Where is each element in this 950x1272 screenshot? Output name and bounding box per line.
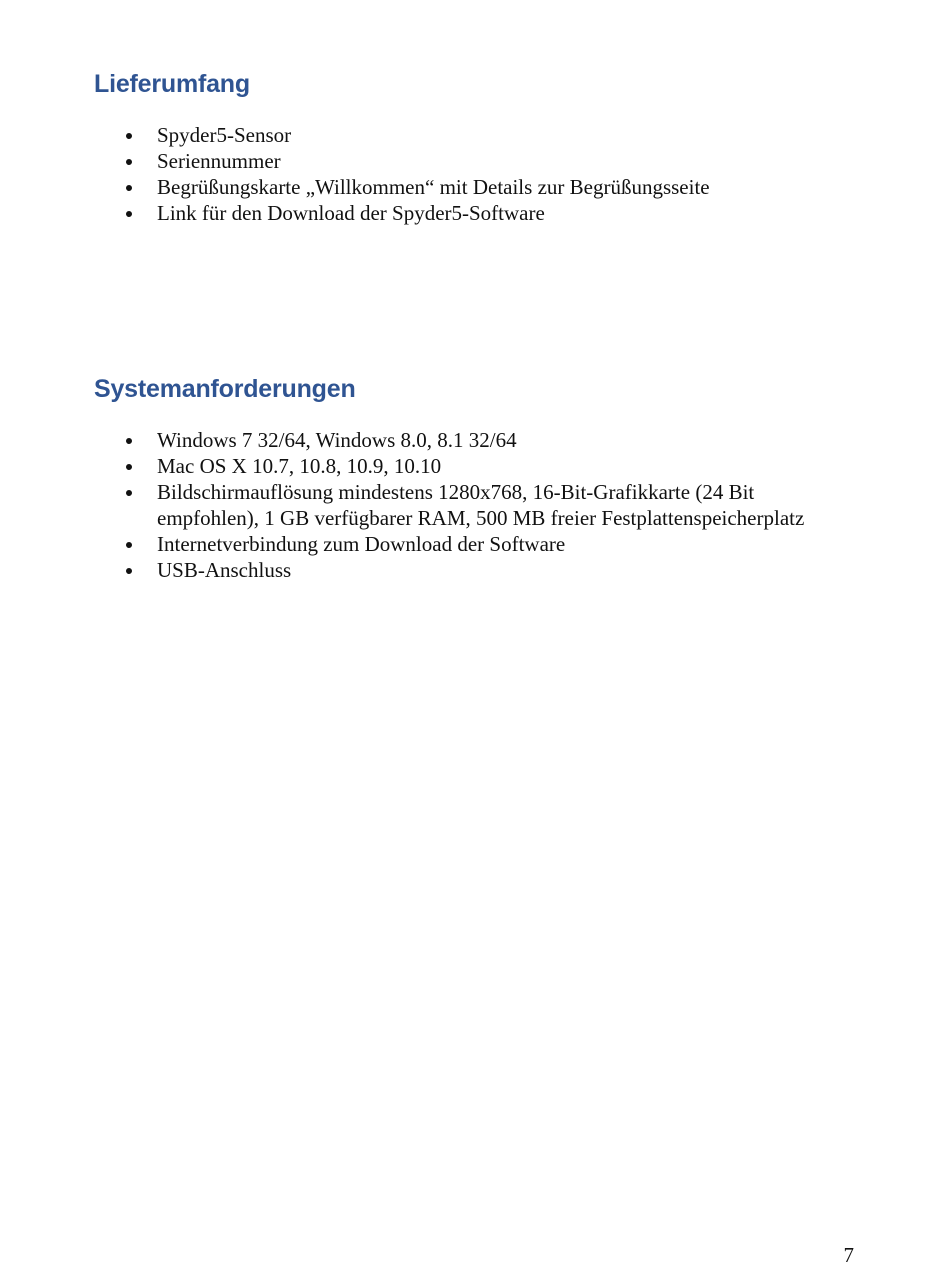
list-item-text: Internetverbindung zum Download der Software	[157, 532, 566, 556]
bullet-icon	[126, 568, 132, 574]
bullet-icon	[126, 438, 132, 444]
bullet-icon	[126, 490, 132, 496]
list-item-text: Begrüßungskarte „Willkommen“ mit Details zur Begrüßungsseite	[157, 175, 710, 199]
bullet-list	[94, 427, 894, 583]
section-heading: Lieferumfang	[94, 70, 250, 98]
list-item-text: Spyder5-Sensor	[157, 123, 292, 147]
list-item-text: USB-Anschluss	[157, 558, 292, 582]
section-systemanforderungen	[94, 371, 894, 583]
list-item	[94, 122, 847, 148]
list-item-text: Mac OS X 10.7, 10.8, 10.9, 10.10	[157, 454, 442, 478]
bullet-icon	[126, 185, 132, 191]
section-heading: Systemanforderungen	[94, 375, 356, 403]
list-item	[94, 531, 847, 557]
list-item	[94, 453, 847, 479]
list-item-text: Link für den Download der Spyder5-Software	[157, 201, 545, 225]
bullet-icon	[126, 464, 132, 470]
list-item-text: Windows 7 32/64, Windows 8.0, 8.1 32/64	[157, 428, 517, 452]
list-item-text: Bildschirmauflösung mindestens 1280x768, 16-Bit-Grafikkarte (24 Bit empfohlen), 1 GB verfügbarer RAM, 500 MB freier Festplattenspeicherplatz	[157, 480, 805, 530]
list-item	[94, 427, 847, 453]
bullet-list	[94, 122, 894, 226]
bullet-icon	[126, 133, 132, 139]
page-number: 7	[843, 1243, 854, 1267]
list-item-text: Seriennummer	[157, 149, 281, 173]
list-item	[94, 479, 847, 531]
section-lieferumfang	[94, 66, 894, 226]
list-item	[94, 200, 847, 226]
bullet-icon	[126, 159, 132, 165]
list-item	[94, 148, 847, 174]
bullet-icon	[126, 211, 132, 217]
list-item	[94, 174, 847, 200]
list-item	[94, 557, 847, 583]
bullet-icon	[126, 542, 132, 548]
